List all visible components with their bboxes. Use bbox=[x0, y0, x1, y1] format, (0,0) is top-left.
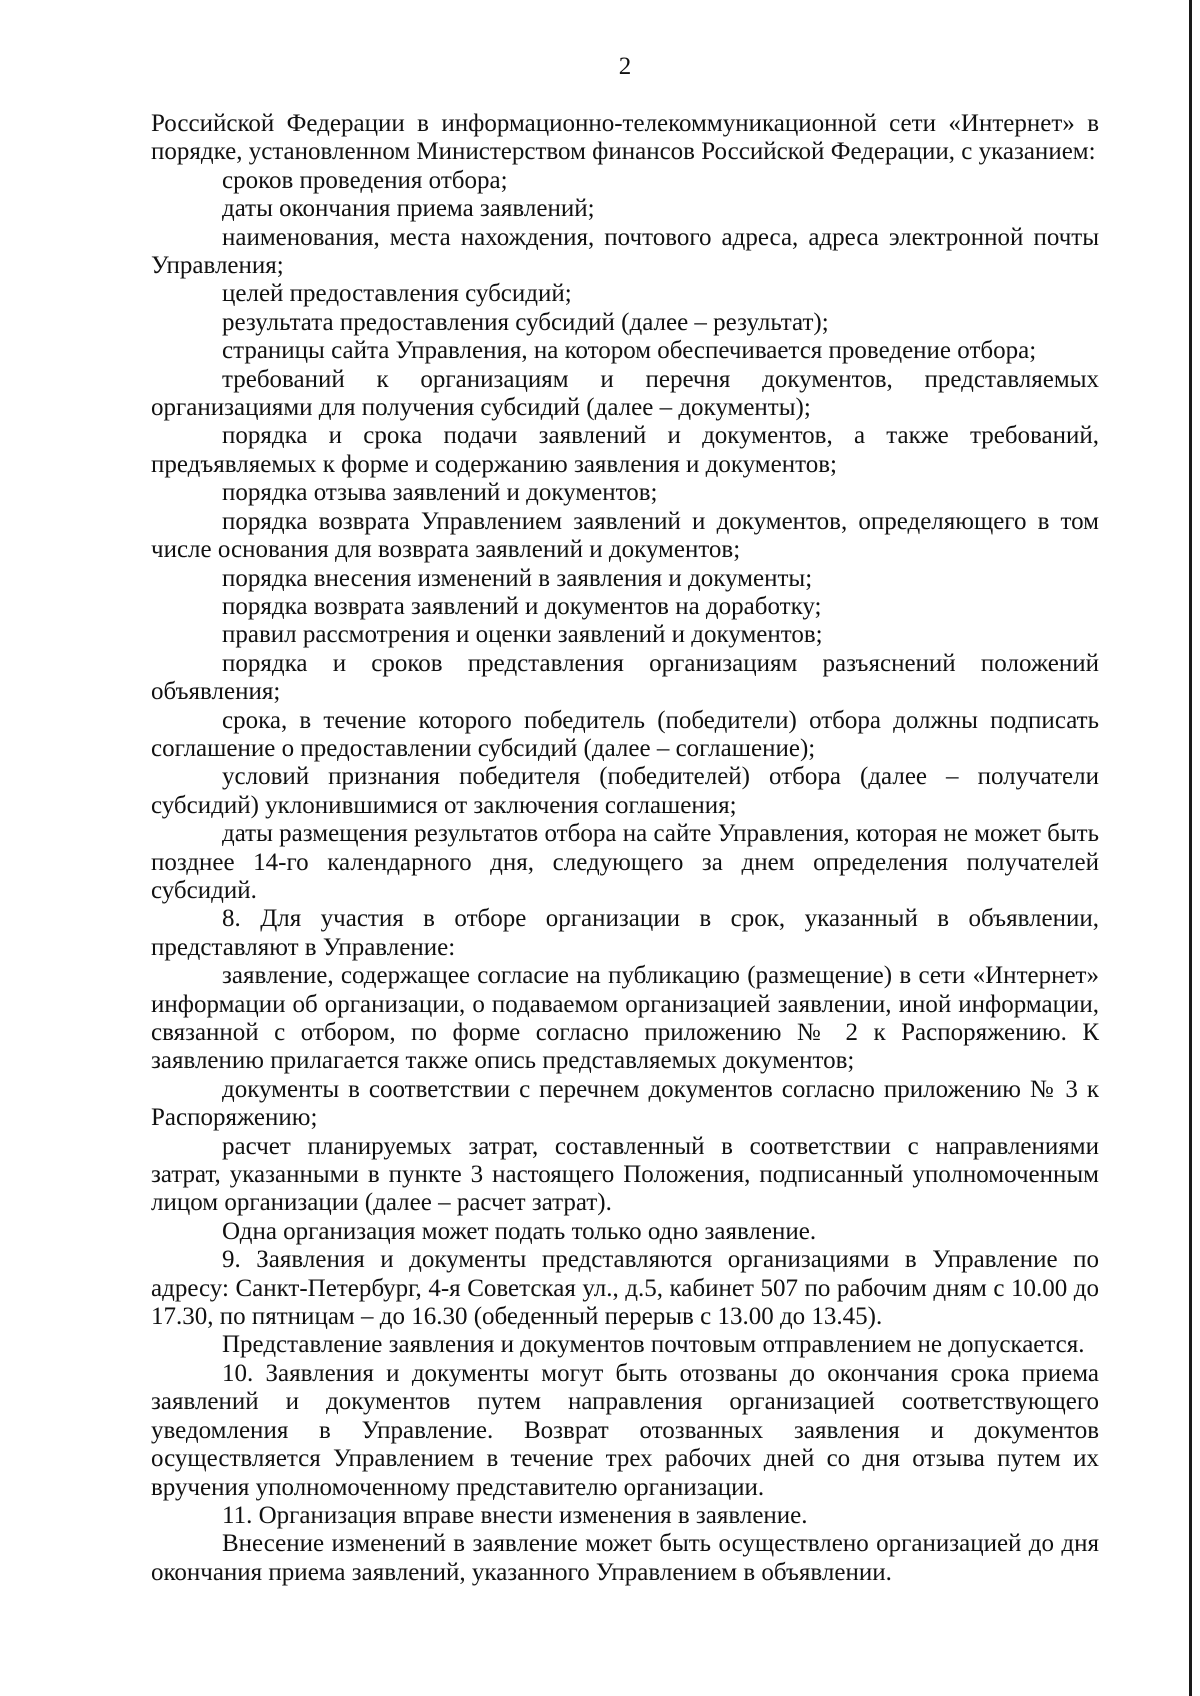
page-edge-border bbox=[1189, 0, 1192, 1696]
list-item-selection-period: сроков проведения отбора; bbox=[222, 166, 508, 194]
clause-8: 8. Для участия в отборе организации в срок, указанный в объявлении, представляют в Управление: bbox=[151, 905, 1099, 961]
paragraph-continuation: Российской Федерации в информационно-телекоммуникационной сети «Интернет» в порядке, установленном Министерством финансов Российской Федерации, с указанием: bbox=[151, 110, 1099, 166]
list-item-evasion-conditions: условий признания победителя (победителей) отбора (далее – получатели субсидий) уклонившимися от заключения соглашения; bbox=[151, 763, 1099, 819]
list-item-subsidy-goals: целей предоставления субсидий; bbox=[222, 280, 572, 308]
list-item-application-end-date: даты окончания приема заявлений; bbox=[222, 195, 595, 223]
list-item-subsidy-result: результата предоставления субсидий (далее – результат); bbox=[222, 308, 829, 336]
list-item-amendment-procedure: порядка внесения изменений в заявления и документы; bbox=[222, 564, 813, 592]
clause-11: 11. Организация вправе внести изменения в заявление. bbox=[222, 1501, 808, 1529]
clause-9: 9. Заявления и документы представляются организациями в Управление по адресу: Санкт-Петербург, 4-я Советская ул., д.5, кабинет 507 по рабочим дням с 10.00 до 17.30, по пятницам – до 16.30 (обеденный перерыв с 13.00 до 13.45). bbox=[151, 1246, 1099, 1331]
clause-8-application: заявление, содержащее согласие на публикацию (размещение) в сети «Интернет» информации об организации, о подаваемом организацией заявлении, иной информации, связанной с отбором, по форме согласно приложению № 2 к Распоряжению. К заявлению прилагается также опись представляемых документов; bbox=[151, 962, 1099, 1075]
page-number: 2 bbox=[618, 53, 632, 80]
clause-8-cost-calculation: расчет планируемых затрат, составленный в соответствии с направлениями затрат, указанными в пункте 3 настоящего Положения, подписанный уполномоченным лицом организации (далее – расчет затрат). bbox=[151, 1132, 1099, 1217]
list-item-revision-return: порядка возврата заявлений и документов на доработку; bbox=[222, 592, 822, 620]
list-item-results-publication: даты размещения результатов отбора на сайте Управления, которая не может быть позднее 14-го календарного дня, следующего за днем определения получателей субсидий. bbox=[151, 820, 1099, 904]
clause-8-documents: документы в соответствии с перечнем документов согласно приложению № 3 к Распоряжению; bbox=[151, 1075, 1099, 1132]
list-item-website-page: страницы сайта Управления, на котором обеспечивается проведение отбора; bbox=[222, 337, 1037, 365]
document-body bbox=[151, 110, 1099, 1587]
list-item-signing-deadline: срока, в течение которого победитель (победители) отбора должны подписать соглашение о предоставлении субсидий (далее – соглашение); bbox=[151, 706, 1099, 762]
list-item-withdrawal-procedure: порядка отзыва заявлений и документов; bbox=[222, 479, 658, 507]
clause-10: 10. Заявления и документы могут быть отозваны до окончания срока приема заявлений и документов путем направления организацией соответствующего уведомления в Управление. Возврат отозванных заявления и документов осуществляется Управлением в течение трех рабочих дней со дня отзыва путем их вручения уполномоченному представителю организации. bbox=[151, 1359, 1099, 1501]
clause-8-single-application: Одна организация может подать только одно заявление. bbox=[222, 1217, 817, 1245]
list-item-evaluation-rules: правил рассмотрения и оценки заявлений и документов; bbox=[222, 621, 823, 649]
clause-11-details: Внесение изменений в заявление может быть осуществлено организацией до дня окончания приема заявлений, указанного Управлением в объявлении. bbox=[151, 1530, 1099, 1586]
list-item-clarifications: порядка и сроков представления организациям разъяснений положений объявления; bbox=[151, 649, 1099, 706]
list-item-contact-details: наименования, места нахождения, почтового адреса, адреса электронной почты Управления; bbox=[151, 223, 1099, 280]
list-item-return-procedure: порядка возврата Управлением заявлений и документов, определяющего в том числе основания для возврата заявлений и документов; bbox=[151, 507, 1099, 564]
list-item-submission-procedure: порядка и срока подачи заявлений и документов, а также требований, предъявляемых к форме и содержанию заявления и документов; bbox=[151, 422, 1099, 478]
list-item-requirements: требований к организациям и перечня документов, представляемых организациями для получения субсидий (далее – документы); bbox=[151, 365, 1099, 422]
clause-9-postal-note: Представление заявления и документов почтовым отправлением не допускается. bbox=[222, 1331, 1085, 1359]
